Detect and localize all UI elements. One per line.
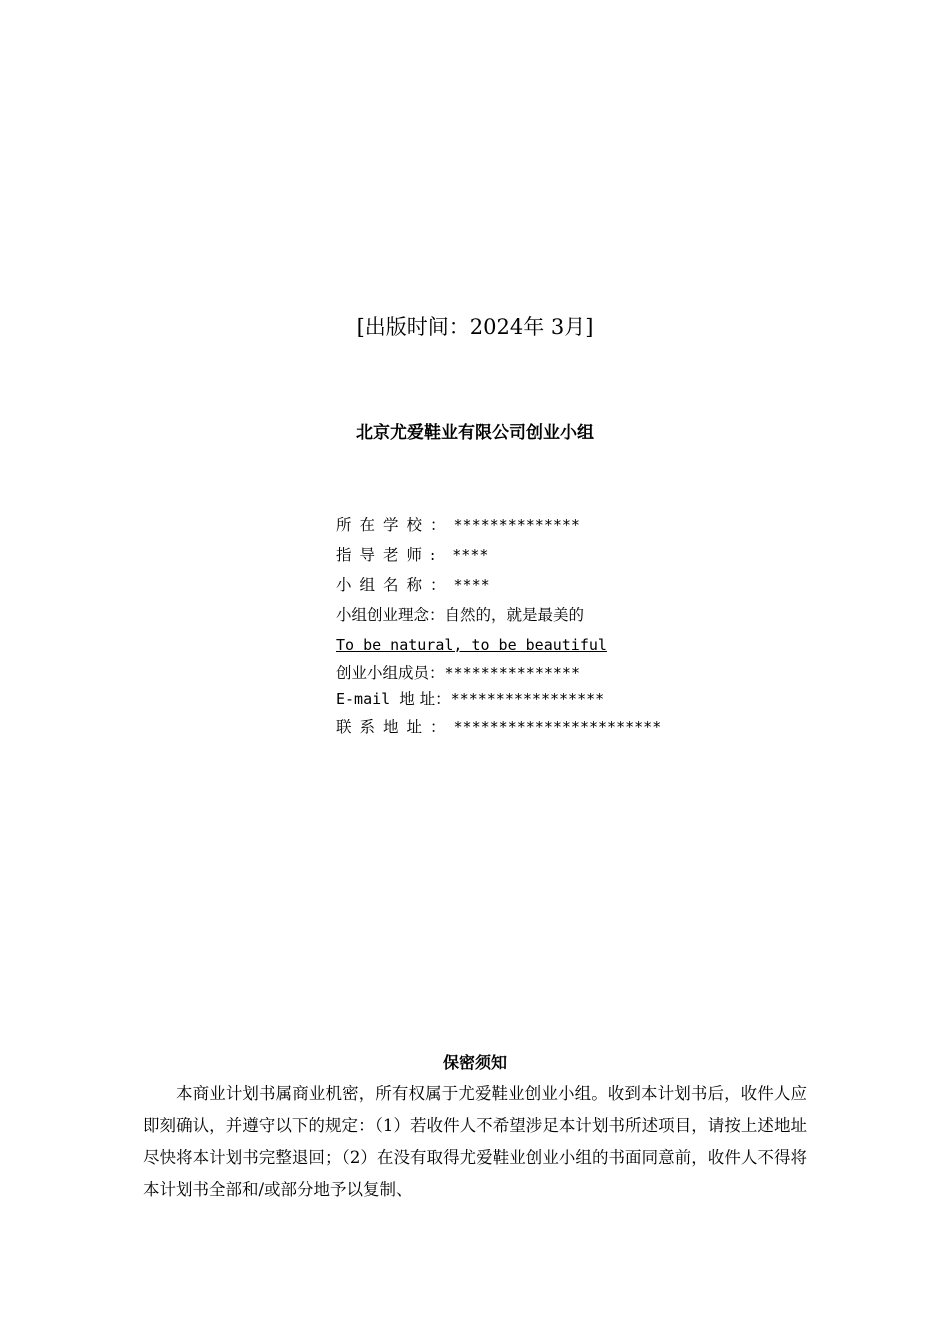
confidentiality-body: 本商业计划书属商业机密，所有权属于尤爱鞋业创业小组。收到本计划书后，收件人应即刻确认，并遵守以下的规定：（1）若收件人不希望涉足本计划书所述项目，请按上述地址尽快将本计划书完整退回；（2）在没有取得尤爱鞋业创业小组的书面同意前，收件人不得将本计划书全部和/或部分地予以复制、 — [143, 1084, 807, 1199]
email-value: ***************** — [450, 690, 605, 708]
email-label: 地 址： — [399, 690, 451, 708]
info-block — [336, 510, 661, 742]
address-value: *********************** — [453, 718, 662, 736]
company-name: 北京尤爱鞋业有限公司创业小组 — [356, 423, 594, 443]
group-name-value: **** — [453, 576, 490, 594]
email-label-prefix: E-mail — [336, 690, 400, 708]
publish-date: [出版时间：2024年 3月] — [356, 315, 594, 339]
info-row-teacher — [336, 540, 661, 570]
group-name-label: 小组名称： — [336, 576, 454, 594]
info-row-address — [336, 712, 661, 742]
info-row-group-name — [336, 570, 661, 600]
school-label: 所在学校： — [336, 516, 454, 534]
info-row-email — [336, 686, 661, 712]
philosophy-value: 自然的，就是最美的 — [444, 606, 585, 624]
school-value: ************** — [453, 516, 580, 534]
members-label: 创业小组成员： — [336, 664, 445, 682]
info-row-philosophy — [336, 600, 661, 630]
philosophy-english: To be natural, to be beautiful — [336, 636, 607, 654]
teacher-label: 指导老师: — [336, 546, 444, 564]
confidentiality-title: 保密须知 — [442, 1053, 507, 1072]
info-row-philosophy-en — [336, 630, 661, 660]
teacher-value: **** — [443, 546, 489, 564]
info-row-school — [336, 510, 661, 540]
members-value: *************** — [444, 664, 580, 682]
philosophy-label: 小组创业理念： — [336, 606, 445, 624]
info-row-members — [336, 660, 661, 686]
address-label: 联系地址： — [336, 718, 454, 736]
